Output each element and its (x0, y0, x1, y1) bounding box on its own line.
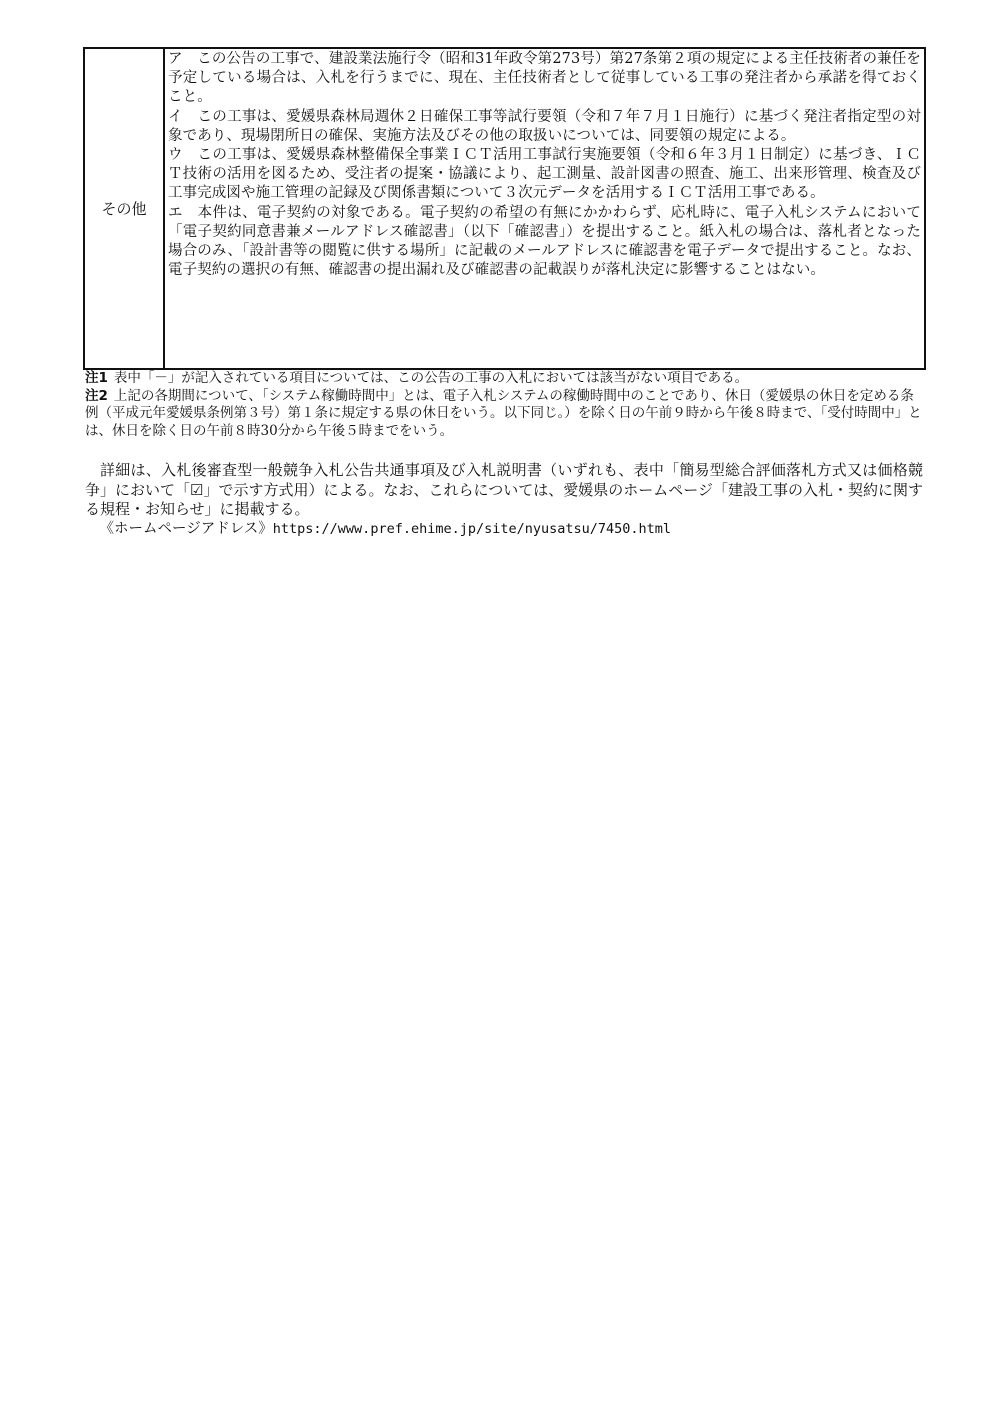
notes-section (85, 370, 925, 440)
details-paragraph: 詳細は、入札後審査型一般競争入札公告共通事項及び入札説明書（いずれも、表中「簡易型総合評価落札方式又は価格競争」において「☑」で示す方式用）による。なお、これらについては、愛媛県のホームページ「建設工事の入札・契約に関する規程・お知らせ」に掲載する。 (85, 461, 923, 518)
homepage-address (85, 520, 923, 539)
note-mark: 注1 (85, 370, 108, 386)
homepage-url-link[interactable]: https://www.pref.ehime.jp/site/nyusatsu/7450.html (272, 520, 672, 537)
note-mark: 注2 (85, 387, 108, 404)
other-info-table (83, 47, 926, 370)
item-a: ア この公告の工事で、建設業法施行令（昭和31年政令第273号）第27条第２項の規定による主任技術者の兼任を予定している場合は、入札を行うまでに、現在、主任技術者として従事している工事の発注者から承諾を得ておくこと。 (168, 51, 921, 106)
details-section (85, 461, 923, 539)
note-text: 上記の各期間について、「システム稼働時間中」とは、電子入札システムの稼働時間中のことであり、休日（愛媛県の休日を定める条例（平成元年愛媛県条例第３号）第１条に規定する県の休日をいう。以下同じ。）を除く日の午前９時から午後８時まで、「受付時間中」とは、休日を除く日の午前８時30分から午後５時までをいう。 (85, 387, 922, 439)
note-2 (85, 388, 925, 441)
row-content (164, 48, 925, 369)
item-i: イ この工事は、愛媛県森林局週休２日確保工事等試行要領（令和７年７月１日施行）に基づく発注者指定型の対象であり、現場閉所日の確保、実施方法及びその他の取扱いについては、同要領の規定による。 (168, 108, 921, 144)
row-label: その他 (84, 48, 164, 369)
note-1 (85, 370, 925, 388)
item-e: エ 本件は、電子契約の対象である。電子契約の希望の有無にかかわらず、応札時に、電子入札システムにおいて「電子契約同意書兼メールアドレス確認書」（以下「確認書」）を提出すること。紙入札の場合は、落札者となった場合のみ、「設計書等の閲覧に供する場所」に記載のメールアドレスに確認書を電子データで提出すること。なお、電子契約の選択の有無、確認書の提出漏れ及び確認書の記載誤りが落札決定に影響することはない。 (168, 204, 921, 279)
table-row (84, 48, 925, 369)
item-u: ウ この工事は、愛媛県森林整備保全事業ＩＣＴ活用工事試行実施要領（令和６年３月１日制定）に基づき、ＩＣＴ技術の活用を図るため、受注者の提案・協議により、起工測量、設計図書の照査、施工、出来形管理、検査及び工事完成図や施工管理の記録及び関係書類について３次元データを活用するＩＣＴ活用工事である。 (168, 147, 921, 202)
note-text: 表中「－」が記入されている項目については、この公告の工事の入札においては該当がない項目である。 (113, 370, 749, 386)
url-label: 《ホームページアドレス》 (99, 520, 273, 537)
